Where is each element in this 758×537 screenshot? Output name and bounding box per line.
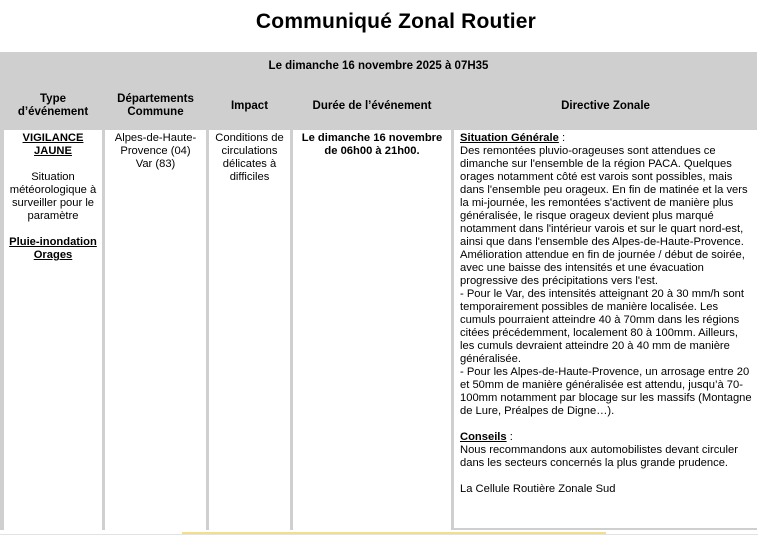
departements-cell bbox=[105, 130, 206, 530]
situation-paragraph: Des remontées pluvio-orageuses sont attendues ce dimanche sur l'ensemble de la région PACA. Quelques orages notamment côté est varois sont possibles, mais dans l'ensemble peu orageux. En fin de matinée et la vers la mi-journée, les remontées s'activent de manière plus généralisée, le risque orageux devient plus marqué notamment dans l'intérieur varois et sur le quart nord-est, ainsi que dans l'ensemble des Alpes-de-Haute-Provence. Amélioration attendue en fin de journée / début de soirée, avec une baisse des intensités et une évacuation progressive des précipitations vers l'est. bbox=[460, 145, 748, 287]
header-directive: Directive Zonale bbox=[561, 99, 650, 112]
impact-text: Conditions de circulations délicates à difficiles bbox=[215, 132, 284, 183]
duree-cell bbox=[293, 130, 451, 530]
impact-cell bbox=[209, 130, 290, 530]
header-duree: Durée de l’événement bbox=[312, 99, 432, 112]
page-title: Communiqué Zonal Routier bbox=[255, 10, 537, 33]
bulletin-table bbox=[0, 52, 757, 530]
situation-text: Situation météorologique à surveiller pour le paramètre bbox=[9, 171, 97, 222]
header-departements: Départements Commune bbox=[117, 93, 194, 118]
conseils-paragraph: Nous recommandons aux automobilistes devant circuler dans les secteurs concernés la plus grande prudence. bbox=[460, 444, 738, 469]
type-cell bbox=[4, 130, 102, 530]
conseils-label: Conseils bbox=[460, 431, 507, 443]
departement-04: Alpes-de-Haute-Provence (04) bbox=[114, 132, 197, 157]
departement-83: Var (83) bbox=[135, 158, 176, 170]
footer-divider bbox=[0, 534, 758, 535]
header-impact: Impact bbox=[230, 99, 269, 112]
var-paragraph: - Pour le Var, des intensités atteignant 20 à 30 mm/h sont temporairement possibles de manière localisée. Les cumuls pourraient atteindre 40 à 70mm dans les régions citées précédemment, localement 80 à 100mm. Ailleurs, les cumuls devraient atteindre 20 à 40 mm de manière généralisée. bbox=[460, 288, 744, 365]
vigilance-label: VIGILANCE JAUNE bbox=[22, 132, 84, 157]
date-line: Le dimanche 16 novembre 2025 à 07H35 bbox=[268, 60, 489, 72]
header-type: Type d’événement bbox=[17, 93, 89, 118]
duree-text: Le dimanche 16 novembre de 06h00 à 21h00. bbox=[301, 132, 443, 157]
situation-label: Situation Générale bbox=[460, 132, 559, 144]
signature: La Cellule Routière Zonale Sud bbox=[460, 483, 616, 495]
ahp-paragraph: - Pour les Alpes-de-Haute-Provence, un arrosage entre 20 et 50mm de manière généralisée est attendu, jusqu’à 70- 100mm notamment par blocage sur les massifs (Montagne de Lure, Préalpes de Digne…). bbox=[460, 366, 752, 417]
directive-cell: Situation Générale : Des remontées pluvio-orageuses sont attendues ce dimanche sur l'ensemble de la région PACA. Quelques orages notamment côté est varois sont possibles, mais dans l'ensemble peu orageux. En fin de matinée et la vers la mi-journée, les remontées s'activent de manière plus généralisée, le risque orageux devient plus marqué notamment dans l'intérieur varois et sur le quart nord-est, ainsi que dans l'ensemble des Alpes-de-Haute-Provence. Amélioration attendue en fin de journée / début de soirée, avec une baisse des intensités et une évacuation progressive des précipitations vers l'est. - Pour le Var, des intensités atteignant 20 à 30 mm/h sont temporairement possibles de manière localisée. Les cumuls pourraient atteindre 40 à 70mm dans les régions citées précédemment, localement 80 à 100mm. Ailleurs, les cumuls devraient atteindre 20 à 40 mm de manière généralisée. - Pour les Alpes-de-Haute-Provence, un arrosage entre 20 et 50mm de manière généralisée est attendu, jusqu’à 70- 100mm notamment par blocage sur les massifs (Montagne de Lure, Préalpes de Digne…). Conseils : Nous recommandons aux automobilistes devant circuler dans les secteurs concernés la plus grande prudence. La Cellule Routière Zonale Sud bbox=[454, 130, 757, 528]
parametre-label: Pluie-inondation Orages bbox=[9, 236, 97, 261]
